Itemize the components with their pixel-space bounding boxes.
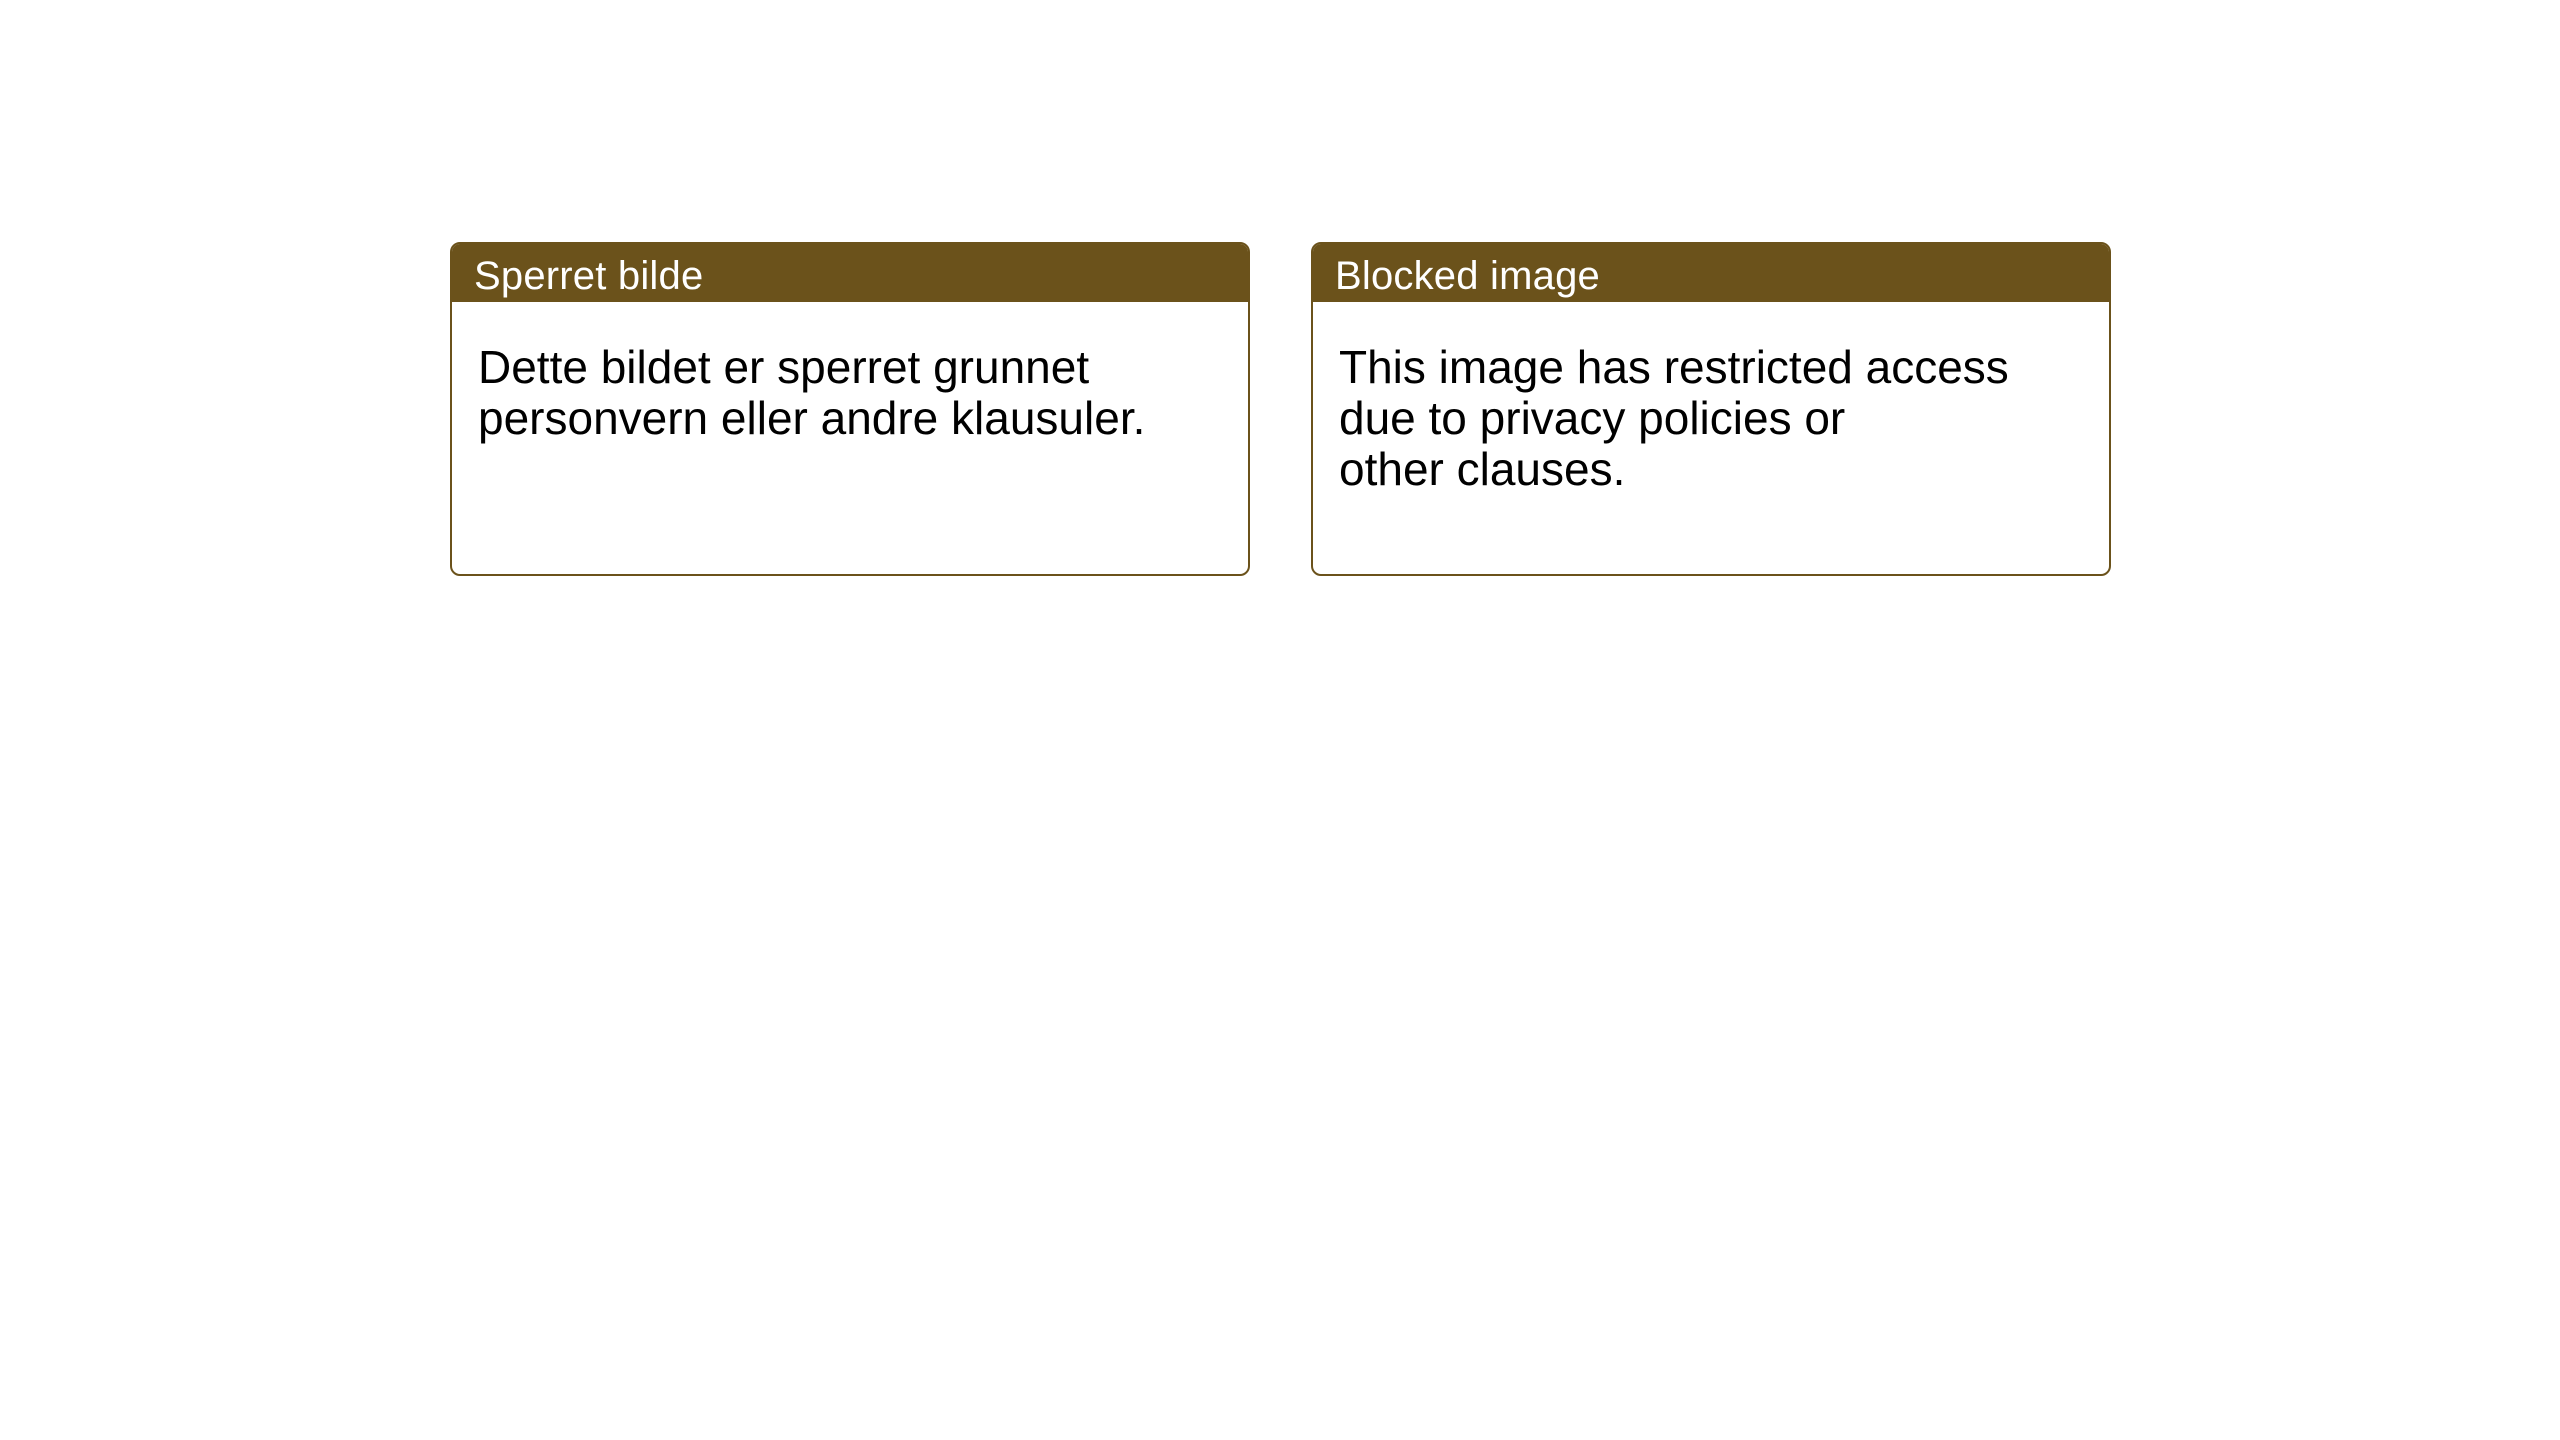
card-body	[452, 302, 1248, 444]
body-text-line: personvern eller andre klausuler.	[478, 392, 1146, 444]
body-text-line: This image has restricted access	[1339, 341, 2009, 393]
card-body	[1313, 302, 2109, 495]
body-text-line: due to privacy policies or	[1339, 392, 1846, 444]
body-text-line: Dette bildet er sperret grunnet	[478, 341, 1090, 393]
body-text-line: other clauses.	[1339, 443, 1626, 495]
blocked-image-card-norwegian	[450, 242, 1250, 576]
blocked-image-card-english	[1311, 242, 2111, 576]
card-title: Blocked image	[1335, 253, 1600, 298]
card-header	[452, 244, 1248, 302]
card-header	[1313, 244, 2109, 302]
card-title: Sperret bilde	[474, 253, 704, 298]
